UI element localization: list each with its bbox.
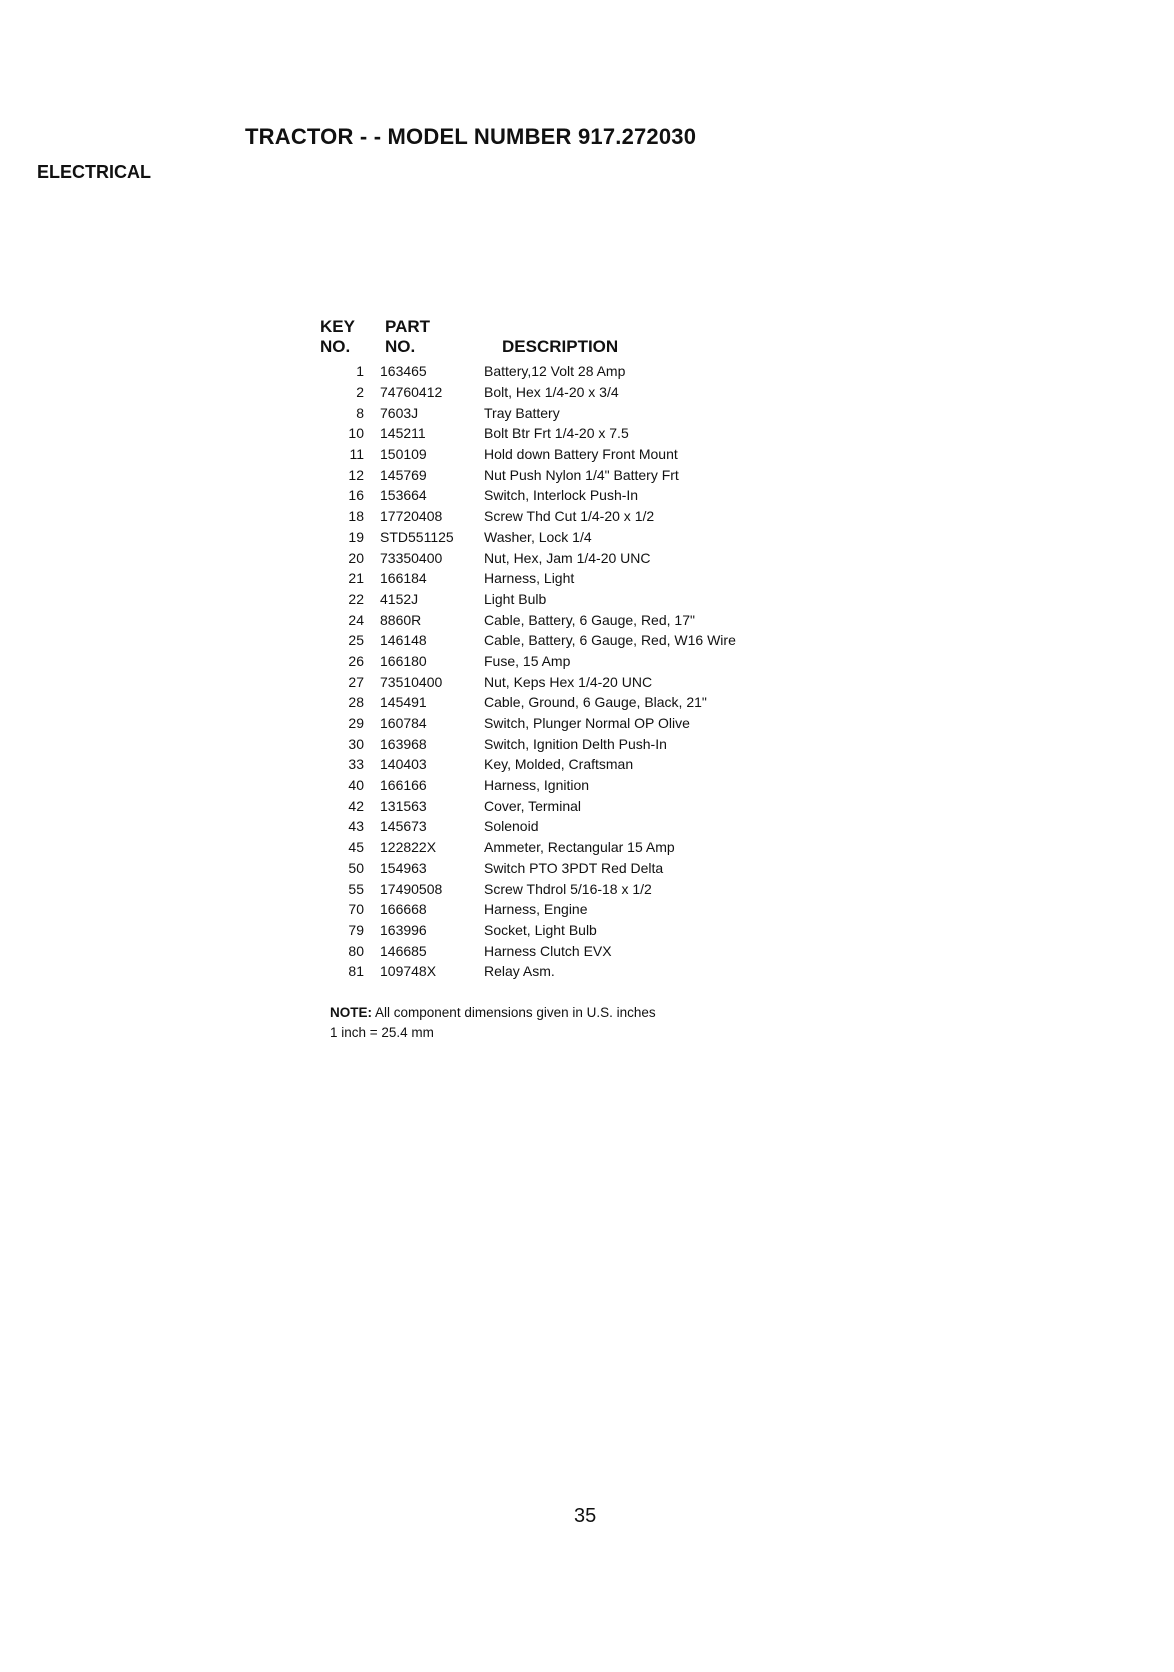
part-number: 166166: [380, 777, 427, 794]
key-number: 40: [348, 777, 364, 794]
part-description: Harness, Engine: [484, 901, 588, 918]
part-number: 150109: [380, 446, 427, 463]
part-description: Relay Asm.: [484, 963, 555, 980]
part-number: 17490508: [380, 880, 443, 897]
key-number: 19: [348, 528, 364, 545]
part-number: 166668: [380, 901, 427, 918]
key-number: 30: [348, 735, 364, 752]
key-number: 80: [348, 942, 364, 959]
part-description: Tray Battery: [484, 404, 560, 421]
table-row: [318, 609, 838, 630]
part-description: Harness, Ignition: [484, 777, 590, 794]
part-number: 73350400: [380, 549, 443, 566]
table-row: [318, 527, 838, 548]
part-description: Cover, Terminal: [484, 797, 582, 814]
table-row: [318, 816, 838, 837]
table-row: [318, 589, 838, 610]
key-number: 1: [356, 363, 364, 380]
table-row: [318, 382, 838, 403]
table-row: [318, 899, 838, 920]
key-number: 24: [348, 611, 364, 628]
part-description: Bolt Btr Frt 1/4-20 x 7.5: [484, 425, 629, 442]
parts-list: [318, 361, 838, 982]
part-description: Nut, Hex, Jam 1/4-20 UNC: [484, 549, 651, 566]
table-row: [318, 485, 838, 506]
key-number: 8: [356, 404, 364, 421]
table-row: [318, 961, 838, 982]
part-description: Switch, Ignition Delth Push-In: [484, 735, 667, 752]
part-number: 163465: [380, 363, 427, 380]
part-number: 160784: [380, 715, 427, 732]
key-number: 55: [348, 880, 364, 897]
table-row: [318, 423, 838, 444]
part-description: Screw Thdrol 5/16-18 x 1/2: [484, 880, 652, 897]
part-description: Harness, Light: [484, 570, 575, 587]
part-number: 153664: [380, 487, 427, 504]
part-number: 73510400: [380, 673, 443, 690]
page-title: TRACTOR - - MODEL NUMBER 917.272030: [245, 124, 697, 149]
table-row: [318, 464, 838, 485]
part-number: 154963: [380, 859, 427, 876]
note-text: All component dimensions given in U.S. inches: [375, 1005, 656, 1020]
part-number: 145211: [380, 425, 426, 442]
table-row: [318, 775, 838, 796]
key-number: 28: [348, 694, 364, 711]
table-row: [318, 837, 838, 858]
key-number: 33: [348, 756, 364, 773]
part-number: 145491: [380, 694, 427, 711]
column-header-description: DESCRIPTION: [502, 337, 619, 356]
key-number: 29: [348, 715, 364, 732]
part-description: Switch, Plunger Normal OP Olive: [484, 715, 690, 732]
table-row: [318, 506, 838, 527]
part-description: Bolt, Hex 1/4-20 x 3/4: [484, 384, 619, 401]
key-number: 12: [348, 466, 364, 483]
part-description: Nut Push Nylon 1/4" Battery Frt: [484, 466, 679, 483]
key-number: 21: [348, 570, 364, 587]
table-row: [318, 444, 838, 465]
part-number: 8860R: [380, 611, 422, 628]
key-number: 16: [348, 487, 364, 504]
part-description: Cable, Battery, 6 Gauge, Red, W16 Wire: [484, 632, 736, 649]
key-number: 25: [348, 632, 364, 649]
key-number: 50: [348, 859, 364, 876]
table-row: [318, 630, 838, 651]
key-number: 70: [348, 901, 364, 918]
key-number: 20: [348, 549, 364, 566]
table-row: [318, 878, 838, 899]
part-number: 122822X: [380, 839, 437, 856]
note-block: [330, 1003, 656, 1043]
table-row: [318, 671, 838, 692]
part-number: 145673: [380, 818, 427, 835]
key-number: 11: [349, 446, 364, 463]
table-row: [318, 692, 838, 713]
part-description: Screw Thd Cut 1/4-20 x 1/2: [484, 508, 655, 525]
table-row: [318, 940, 838, 961]
note-conversion: 1 inch = 25.4 mm: [330, 1025, 434, 1040]
table-row: [318, 402, 838, 423]
table-row: [318, 733, 838, 754]
part-description: Battery,12 Volt 28 Amp: [484, 363, 626, 380]
key-number: 43: [348, 818, 364, 835]
part-number: 146685: [380, 942, 427, 959]
table-row: [318, 651, 838, 672]
key-number: 45: [348, 839, 364, 856]
column-header-part-line1: PART: [385, 317, 431, 336]
part-description: Light Bulb: [484, 590, 547, 607]
part-number: 145769: [380, 466, 427, 483]
key-number: 27: [348, 673, 364, 690]
column-header-part-line2: NO.: [385, 337, 416, 356]
key-number: 10: [348, 425, 364, 442]
part-description: Harness Clutch EVX: [484, 942, 612, 959]
key-number: 81: [348, 963, 364, 980]
part-number: STD551125: [380, 528, 454, 545]
table-row: [318, 920, 838, 941]
part-description: Solenoid: [484, 818, 539, 835]
table-row: [318, 795, 838, 816]
part-description: Hold down Battery Front Mount: [484, 446, 678, 463]
part-number: 7603J: [380, 404, 419, 421]
key-number: 42: [348, 797, 364, 814]
table-row: [318, 754, 838, 775]
page-number: 35: [574, 1505, 597, 1527]
part-number: 4152J: [380, 590, 419, 607]
key-number: 2: [356, 384, 364, 401]
note-label: NOTE:: [330, 1005, 372, 1020]
section-heading: ELECTRICAL: [37, 162, 151, 182]
key-number: 22: [348, 590, 364, 607]
part-number: 74760412: [380, 384, 443, 401]
table-row: [318, 858, 838, 879]
part-description: Cable, Ground, 6 Gauge, Black, 21": [484, 694, 707, 711]
table-row: [318, 568, 838, 589]
key-number: 79: [348, 921, 364, 938]
column-header-key-line2: NO.: [320, 337, 351, 356]
part-number: 163968: [380, 735, 427, 752]
part-number: 109748X: [380, 963, 437, 980]
part-description: Nut, Keps Hex 1/4-20 UNC: [484, 673, 653, 690]
part-number: 163996: [380, 921, 427, 938]
table-row: [318, 713, 838, 734]
table-row: [318, 547, 838, 568]
part-number: 140403: [380, 756, 427, 773]
part-number: 146148: [380, 632, 427, 649]
part-description: Key, Molded, Craftsman: [484, 756, 634, 773]
part-description: Cable, Battery, 6 Gauge, Red, 17": [484, 611, 695, 628]
key-number: 18: [348, 508, 364, 525]
part-number: 166180: [380, 652, 427, 669]
table-row: [318, 361, 838, 382]
part-number: 17720408: [380, 508, 443, 525]
part-description: Socket, Light Bulb: [484, 921, 597, 938]
key-number: 26: [348, 652, 364, 669]
part-number: 131563: [380, 797, 427, 814]
column-header-key-line1: KEY: [320, 317, 355, 336]
part-description: Washer, Lock 1/4: [484, 528, 592, 545]
part-description: Fuse, 15 Amp: [484, 652, 571, 669]
part-number: 166184: [380, 570, 427, 587]
part-description: Switch PTO 3PDT Red Delta: [484, 859, 664, 876]
part-description: Ammeter, Rectangular 15 Amp: [484, 839, 675, 856]
part-description: Switch, Interlock Push-In: [484, 487, 639, 504]
